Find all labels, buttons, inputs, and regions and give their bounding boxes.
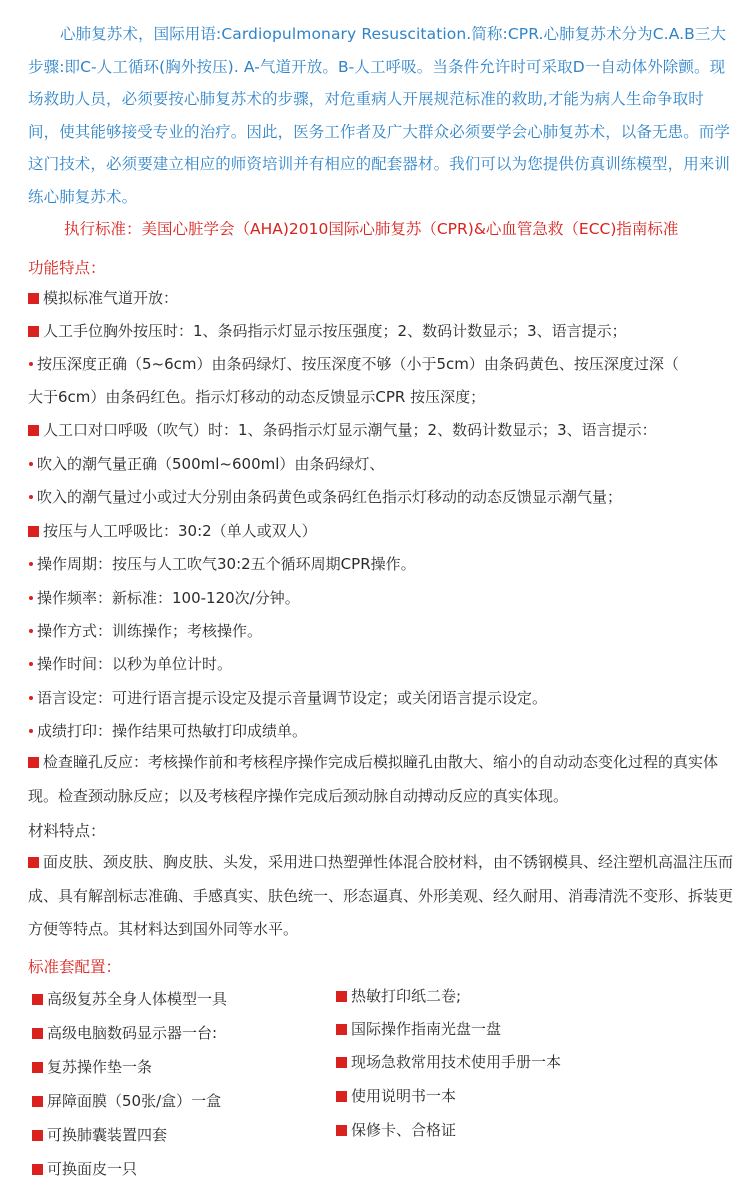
config-item: 可换肺囊装置四套 (32, 1122, 167, 1148)
red-dot-bullet-icon (29, 596, 33, 600)
red-square-bullet-icon (32, 1096, 43, 1107)
feature-item: 语言设定：可进行语言提示设定及提示音量调节设定；或关闭语言提示设定。 (28, 685, 738, 711)
red-square-bullet-icon (32, 1164, 43, 1175)
red-dot-bullet-icon (29, 629, 33, 633)
red-square-bullet-icon (28, 326, 39, 337)
feature-item-continued: 大于6cm）由条码红色。指示灯移动的动态反馈显示CPR 按压深度； (28, 388, 486, 406)
red-dot-bullet-icon (29, 495, 33, 499)
feature-item: 按压深度正确（5~6cm）由条码绿灯、按压深度不够（小于5cm）由条码黄色、按压深度过深（ (28, 351, 738, 377)
config-item: 复苏操作垫一条 (32, 1054, 152, 1080)
red-square-bullet-icon (28, 757, 39, 768)
red-dot-bullet-icon (29, 362, 33, 366)
config-item: 高级电脑数码显示器一台: (32, 1020, 217, 1046)
feature-item: 操作方式：训练操作；考核操作。 (28, 618, 738, 644)
red-dot-bullet-icon (29, 562, 33, 566)
red-square-bullet-icon (32, 1062, 43, 1073)
red-square-bullet-icon (336, 991, 347, 1002)
feature-item: 吹入的潮气量正确（500ml~600ml）由条码绿灯、 (28, 451, 738, 477)
config-item: 可换面皮一只 (32, 1156, 137, 1182)
feature-item: 吹入的潮气量过小或过大分别由条码黄色或条码红色指示灯移动的动态反馈显示潮气量； (28, 484, 738, 510)
feature-item: 操作周期：按压与人工吹气30:2五个循环周期CPR操作。 (28, 551, 738, 577)
intro-paragraph: 心肺复苏术，国际用语:Cardiopulmonary Resuscitation.简称:CPR.心肺复苏术分为C.A.B三大步骤:即C-人工循环(胸外按压). A-气道开放。B-人工呼吸。当条件允许时可采取D一自动体外除颤。现场救助人员，必须要按心肺复苏术的步骤，对危重病人开展规范标准的救助,才能为病人生命争取时间，使其能够接受专业的治疗。因此，医务工作者及广大群众必须要学会心肺复苏术，以备无患。而学这门技术，必须要建立相应的师资培训并有相应的配套器材。我们可以为您提供仿真训练模型，用来训练心肺复苏术。 (28, 25, 731, 206)
feature-item: 操作频率：新标准：100-120次/分钟。 (28, 585, 738, 611)
red-square-bullet-icon (32, 1028, 43, 1039)
config-item: 国际操作指南光盘一盘 (336, 1016, 501, 1042)
red-square-bullet-icon (28, 425, 39, 436)
config-item: 现场急救常用技术使用手册一本 (336, 1049, 561, 1075)
feature-item: 模拟标准气道开放： (28, 285, 738, 311)
red-square-bullet-icon (32, 994, 43, 1005)
config-title: 标准套配置： (28, 958, 122, 976)
red-square-bullet-icon (28, 293, 39, 304)
red-square-bullet-icon (336, 1057, 347, 1068)
red-dot-bullet-icon (29, 462, 33, 466)
config-item: 使用说明书一本 (336, 1083, 456, 1109)
feature-item: 人工手位胸外按压时：1、条码指示灯显示按压强度；2、数码计数显示；3、语言提示； (28, 318, 738, 344)
standard-line: 执行标准：美国心脏学会（AHA)2010国际心肺复苏（CPR)&心血管急救（ECC)指南标准 (64, 220, 679, 238)
material-paragraph: 面皮肤、颈皮肤、胸皮肤、头发，采用进口热塑弹性体混合胶材料，由不锈钢模具、经注塑机高温注压而成、具有解剖标志准确、手感真实、肤色统一、形态逼真、外形美观、经久耐用、消毒清洗不变形、拆装更方便等特点。其材料达到国外同等水平。 (28, 853, 734, 939)
red-square-bullet-icon (336, 1091, 347, 1102)
red-dot-bullet-icon (29, 662, 33, 666)
features-title: 功能特点： (28, 259, 106, 277)
red-square-bullet-icon (28, 857, 39, 868)
config-item: 热敏打印纸二卷; (336, 983, 461, 1009)
pupil-check-paragraph: 检查瞳孔反应：考核操作前和考核程序操作完成后模拟瞳孔由散大、缩小的自动动态变化过程的真实体现。检查颈动脉反应；以及考核程序操作完成后颈动脉自动搏动反应的真实体现。 (28, 753, 719, 805)
material-title: 材料特点： (28, 822, 106, 840)
feature-item: 操作时间：以秒为单位计时。 (28, 651, 738, 677)
feature-item: 人工口对口呼吸（吹气）时：1、条码指示灯显示潮气量；2、数码计数显示；3、语言提示： (28, 417, 738, 443)
red-dot-bullet-icon (29, 729, 33, 733)
red-square-bullet-icon (336, 1125, 347, 1136)
config-item: 保修卡、合格证 (336, 1117, 456, 1143)
config-item: 高级复苏全身人体模型一具 (32, 986, 227, 1012)
feature-item: 成绩打印：操作结果可热敏打印成绩单。 (28, 718, 738, 744)
feature-item: 按压与人工呼吸比：30:2（单人或双人） (28, 518, 738, 544)
config-item: 屏障面膜（50张/盒）一盒 (32, 1088, 221, 1114)
red-dot-bullet-icon (29, 696, 33, 700)
red-square-bullet-icon (32, 1130, 43, 1141)
red-square-bullet-icon (336, 1024, 347, 1035)
red-square-bullet-icon (28, 526, 39, 537)
